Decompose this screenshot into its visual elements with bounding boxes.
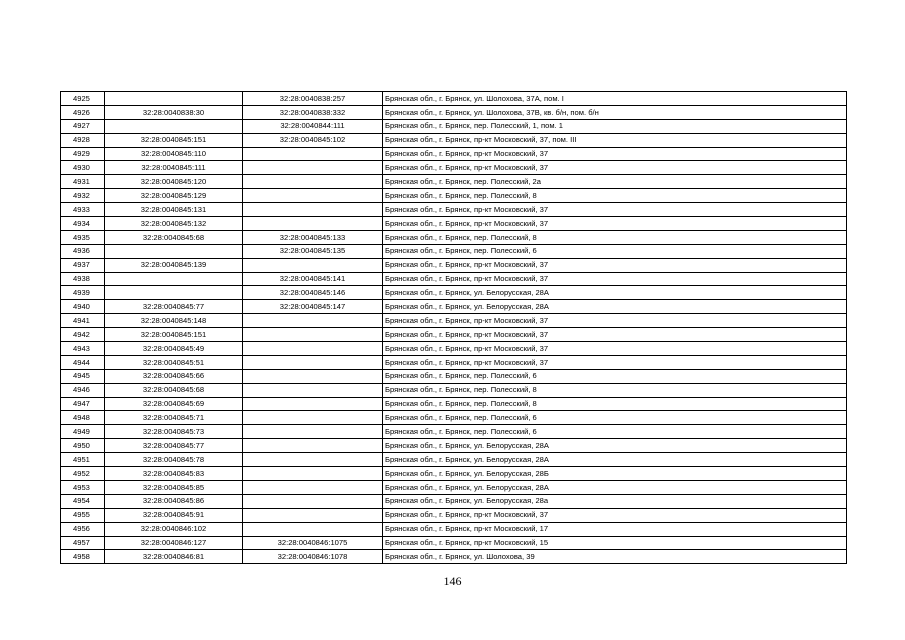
related-cadastral-number-cell — [243, 369, 383, 383]
row-number-cell: 4948 — [61, 411, 105, 425]
row-number-cell: 4945 — [61, 369, 105, 383]
related-cadastral-number-cell: 32:28:0040844:111 — [243, 119, 383, 133]
row-number-cell: 4943 — [61, 342, 105, 356]
related-cadastral-number-cell — [243, 383, 383, 397]
cadastral-number-cell: 32:28:0040846:81 — [105, 550, 243, 564]
table-row — [61, 536, 847, 550]
address-cell: Брянская обл., г. Брянск, ул. Белорусская, 28а — [383, 494, 847, 508]
table-row — [61, 522, 847, 536]
cadastral-number-cell: 32:28:0040845:49 — [105, 342, 243, 356]
related-cadastral-number-cell — [243, 522, 383, 536]
table-row — [61, 453, 847, 467]
related-cadastral-number-cell — [243, 467, 383, 481]
table-row — [61, 369, 847, 383]
related-cadastral-number-cell — [243, 494, 383, 508]
table-row — [61, 314, 847, 328]
table-row — [61, 119, 847, 133]
cadastral-number-cell: 32:28:0040845:111 — [105, 161, 243, 175]
cadastral-number-cell: 32:28:0040838:30 — [105, 105, 243, 119]
related-cadastral-number-cell — [243, 161, 383, 175]
table-row — [61, 258, 847, 272]
table-row — [61, 467, 847, 481]
row-number-cell: 4958 — [61, 550, 105, 564]
row-number-cell: 4931 — [61, 175, 105, 189]
cadastral-number-cell — [105, 286, 243, 300]
table-row — [61, 411, 847, 425]
related-cadastral-number-cell: 32:28:0040845:102 — [243, 133, 383, 147]
address-cell: Брянская обл., г. Брянск, ул. Белорусская, 28А — [383, 453, 847, 467]
cadastral-number-cell: 32:28:0040845:91 — [105, 508, 243, 522]
row-number-cell: 4941 — [61, 314, 105, 328]
row-number-cell: 4937 — [61, 258, 105, 272]
parcel-table — [60, 91, 847, 564]
related-cadastral-number-cell — [243, 314, 383, 328]
address-cell: Брянская обл., г. Брянск, пер. Полесский, 6 — [383, 425, 847, 439]
related-cadastral-number-cell — [243, 203, 383, 217]
address-cell: Брянская обл., г. Брянск, пр-кт Московский, 37, пом. III — [383, 133, 847, 147]
address-cell: Брянская обл., г. Брянск, пр-кт Московский, 15 — [383, 536, 847, 550]
related-cadastral-number-cell — [243, 342, 383, 356]
table-row — [61, 189, 847, 203]
related-cadastral-number-cell — [243, 189, 383, 203]
table-row — [61, 480, 847, 494]
cadastral-number-cell: 32:28:0040845:85 — [105, 480, 243, 494]
cadastral-number-cell: 32:28:0040845:110 — [105, 147, 243, 161]
cadastral-number-cell: 32:28:0040845:139 — [105, 258, 243, 272]
address-cell: Брянская обл., г. Брянск, ул. Шолохова, 37А, пом. I — [383, 92, 847, 106]
table-row — [61, 92, 847, 106]
row-number-cell: 4957 — [61, 536, 105, 550]
address-cell: Брянская обл., г. Брянск, пер. Полесский, 8 — [383, 189, 847, 203]
row-number-cell: 4955 — [61, 508, 105, 522]
cadastral-number-cell: 32:28:0040845:51 — [105, 355, 243, 369]
row-number-cell: 4953 — [61, 480, 105, 494]
related-cadastral-number-cell — [243, 258, 383, 272]
cadastral-number-cell: 32:28:0040845:83 — [105, 467, 243, 481]
cadastral-number-cell: 32:28:0040845:129 — [105, 189, 243, 203]
row-number-cell: 4952 — [61, 467, 105, 481]
cadastral-number-cell: 32:28:0040845:66 — [105, 369, 243, 383]
row-number-cell: 4927 — [61, 119, 105, 133]
table-row — [61, 175, 847, 189]
page-number: 146 — [443, 574, 462, 588]
row-number-cell: 4930 — [61, 161, 105, 175]
table-row — [61, 397, 847, 411]
table-row — [61, 244, 847, 258]
cadastral-number-cell: 32:28:0040845:68 — [105, 230, 243, 244]
table-row — [61, 300, 847, 314]
table-row — [61, 508, 847, 522]
cadastral-number-cell: 32:28:0040845:148 — [105, 314, 243, 328]
address-cell: Брянская обл., г. Брянск, ул. Шолохова, 39 — [383, 550, 847, 564]
cadastral-number-cell — [105, 244, 243, 258]
table-row — [61, 494, 847, 508]
row-number-cell: 4928 — [61, 133, 105, 147]
cadastral-number-cell: 32:28:0040845:151 — [105, 328, 243, 342]
address-cell: Брянская обл., г. Брянск, пр-кт Московский, 37 — [383, 328, 847, 342]
address-cell: Брянская обл., г. Брянск, ул. Белорусская, 28А — [383, 300, 847, 314]
address-cell: Брянская обл., г. Брянск, пр-кт Московский, 37 — [383, 508, 847, 522]
cadastral-number-cell: 32:28:0040845:131 — [105, 203, 243, 217]
address-cell: Брянская обл., г. Брянск, ул. Белорусская, 28А — [383, 439, 847, 453]
related-cadastral-number-cell — [243, 453, 383, 467]
row-number-cell: 4938 — [61, 272, 105, 286]
row-number-cell: 4932 — [61, 189, 105, 203]
related-cadastral-number-cell — [243, 175, 383, 189]
related-cadastral-number-cell: 32:28:0040845:146 — [243, 286, 383, 300]
cadastral-number-cell — [105, 272, 243, 286]
address-cell: Брянская обл., г. Брянск, пр-кт Московский, 37 — [383, 147, 847, 161]
row-number-cell: 4934 — [61, 217, 105, 231]
address-cell: Брянская обл., г. Брянск, пер. Полесский, 8 — [383, 230, 847, 244]
related-cadastral-number-cell — [243, 508, 383, 522]
table-row — [61, 161, 847, 175]
address-cell: Брянская обл., г. Брянск, пр-кт Московский, 37 — [383, 161, 847, 175]
related-cadastral-number-cell — [243, 147, 383, 161]
cadastral-number-cell: 32:28:0040845:78 — [105, 453, 243, 467]
row-number-cell: 4954 — [61, 494, 105, 508]
row-number-cell: 4956 — [61, 522, 105, 536]
row-number-cell: 4929 — [61, 147, 105, 161]
related-cadastral-number-cell: 32:28:0040838:332 — [243, 105, 383, 119]
row-number-cell: 4925 — [61, 92, 105, 106]
row-number-cell: 4949 — [61, 425, 105, 439]
related-cadastral-number-cell: 32:28:0040838:257 — [243, 92, 383, 106]
address-cell: Брянская обл., г. Брянск, пр-кт Московский, 37 — [383, 203, 847, 217]
row-number-cell: 4940 — [61, 300, 105, 314]
cadastral-number-cell — [105, 119, 243, 133]
address-cell: Брянская обл., г. Брянск, пер. Полесский, 2а — [383, 175, 847, 189]
table-row — [61, 230, 847, 244]
table-row — [61, 383, 847, 397]
related-cadastral-number-cell — [243, 328, 383, 342]
cadastral-number-cell: 32:28:0040845:120 — [105, 175, 243, 189]
address-cell: Брянская обл., г. Брянск, пр-кт Московский, 37 — [383, 342, 847, 356]
address-cell: Брянская обл., г. Брянск, пер. Полесский, 6 — [383, 369, 847, 383]
address-cell: Брянская обл., г. Брянск, ул. Белорусская, 28А — [383, 286, 847, 300]
cadastral-number-cell: 32:28:0040845:68 — [105, 383, 243, 397]
table-row — [61, 105, 847, 119]
cadastral-number-cell: 32:28:0040845:73 — [105, 425, 243, 439]
related-cadastral-number-cell — [243, 411, 383, 425]
address-cell: Брянская обл., г. Брянск, пр-кт Московский, 37 — [383, 314, 847, 328]
cadastral-number-cell: 32:28:0040845:77 — [105, 300, 243, 314]
row-number-cell: 4933 — [61, 203, 105, 217]
address-cell: Брянская обл., г. Брянск, пер. Полесский, 6 — [383, 411, 847, 425]
address-cell: Брянская обл., г. Брянск, пр-кт Московский, 37 — [383, 217, 847, 231]
address-cell: Брянская обл., г. Брянск, пр-кт Московский, 37 — [383, 258, 847, 272]
table-row — [61, 550, 847, 564]
table-row — [61, 355, 847, 369]
related-cadastral-number-cell — [243, 217, 383, 231]
related-cadastral-number-cell: 32:28:0040845:135 — [243, 244, 383, 258]
row-number-cell: 4944 — [61, 355, 105, 369]
address-cell: Брянская обл., г. Брянск, пер. Полесский, 1, пом. 1 — [383, 119, 847, 133]
related-cadastral-number-cell — [243, 439, 383, 453]
row-number-cell: 4936 — [61, 244, 105, 258]
cadastral-number-cell: 32:28:0040845:151 — [105, 133, 243, 147]
row-number-cell: 4939 — [61, 286, 105, 300]
address-cell: Брянская обл., г. Брянск, пр-кт Московский, 17 — [383, 522, 847, 536]
cadastral-number-cell: 32:28:0040846:127 — [105, 536, 243, 550]
address-cell: Брянская обл., г. Брянск, пер. Полесский, 6 — [383, 244, 847, 258]
table-row — [61, 217, 847, 231]
address-cell: Брянская обл., г. Брянск, пр-кт Московский, 37 — [383, 272, 847, 286]
table-row — [61, 286, 847, 300]
address-cell: Брянская обл., г. Брянск, пер. Полесский, 8 — [383, 383, 847, 397]
address-cell: Брянская обл., г. Брянск, пер. Полесский, 8 — [383, 397, 847, 411]
table-row — [61, 147, 847, 161]
address-cell: Брянская обл., г. Брянск, ул. Шолохова, 37В, кв. б/н, пом. б/н — [383, 105, 847, 119]
address-cell: Брянская обл., г. Брянск, ул. Белорусская, 28Б — [383, 467, 847, 481]
related-cadastral-number-cell: 32:28:0040846:1078 — [243, 550, 383, 564]
row-number-cell: 4951 — [61, 453, 105, 467]
address-cell: Брянская обл., г. Брянск, пр-кт Московский, 37 — [383, 355, 847, 369]
table-row — [61, 203, 847, 217]
parcel-table-body — [61, 92, 847, 564]
cadastral-number-cell: 32:28:0040845:71 — [105, 411, 243, 425]
table-row — [61, 133, 847, 147]
address-cell: Брянская обл., г. Брянск, ул. Белорусская, 28А — [383, 480, 847, 494]
related-cadastral-number-cell: 32:28:0040846:1075 — [243, 536, 383, 550]
related-cadastral-number-cell — [243, 355, 383, 369]
table-row — [61, 439, 847, 453]
row-number-cell: 4946 — [61, 383, 105, 397]
cadastral-number-cell: 32:28:0040846:102 — [105, 522, 243, 536]
row-number-cell: 4942 — [61, 328, 105, 342]
cadastral-number-cell: 32:28:0040845:86 — [105, 494, 243, 508]
table-row — [61, 328, 847, 342]
table-row — [61, 272, 847, 286]
table-row — [61, 425, 847, 439]
row-number-cell: 4950 — [61, 439, 105, 453]
table-row — [61, 342, 847, 356]
related-cadastral-number-cell: 32:28:0040845:147 — [243, 300, 383, 314]
row-number-cell: 4926 — [61, 105, 105, 119]
related-cadastral-number-cell — [243, 397, 383, 411]
cadastral-number-cell: 32:28:0040845:69 — [105, 397, 243, 411]
row-number-cell: 4947 — [61, 397, 105, 411]
related-cadastral-number-cell: 32:28:0040845:133 — [243, 230, 383, 244]
row-number-cell: 4935 — [61, 230, 105, 244]
cadastral-number-cell: 32:28:0040845:77 — [105, 439, 243, 453]
cadastral-number-cell: 32:28:0040845:132 — [105, 217, 243, 231]
related-cadastral-number-cell: 32:28:0040845:141 — [243, 272, 383, 286]
related-cadastral-number-cell — [243, 425, 383, 439]
cadastral-number-cell — [105, 92, 243, 106]
related-cadastral-number-cell — [243, 480, 383, 494]
